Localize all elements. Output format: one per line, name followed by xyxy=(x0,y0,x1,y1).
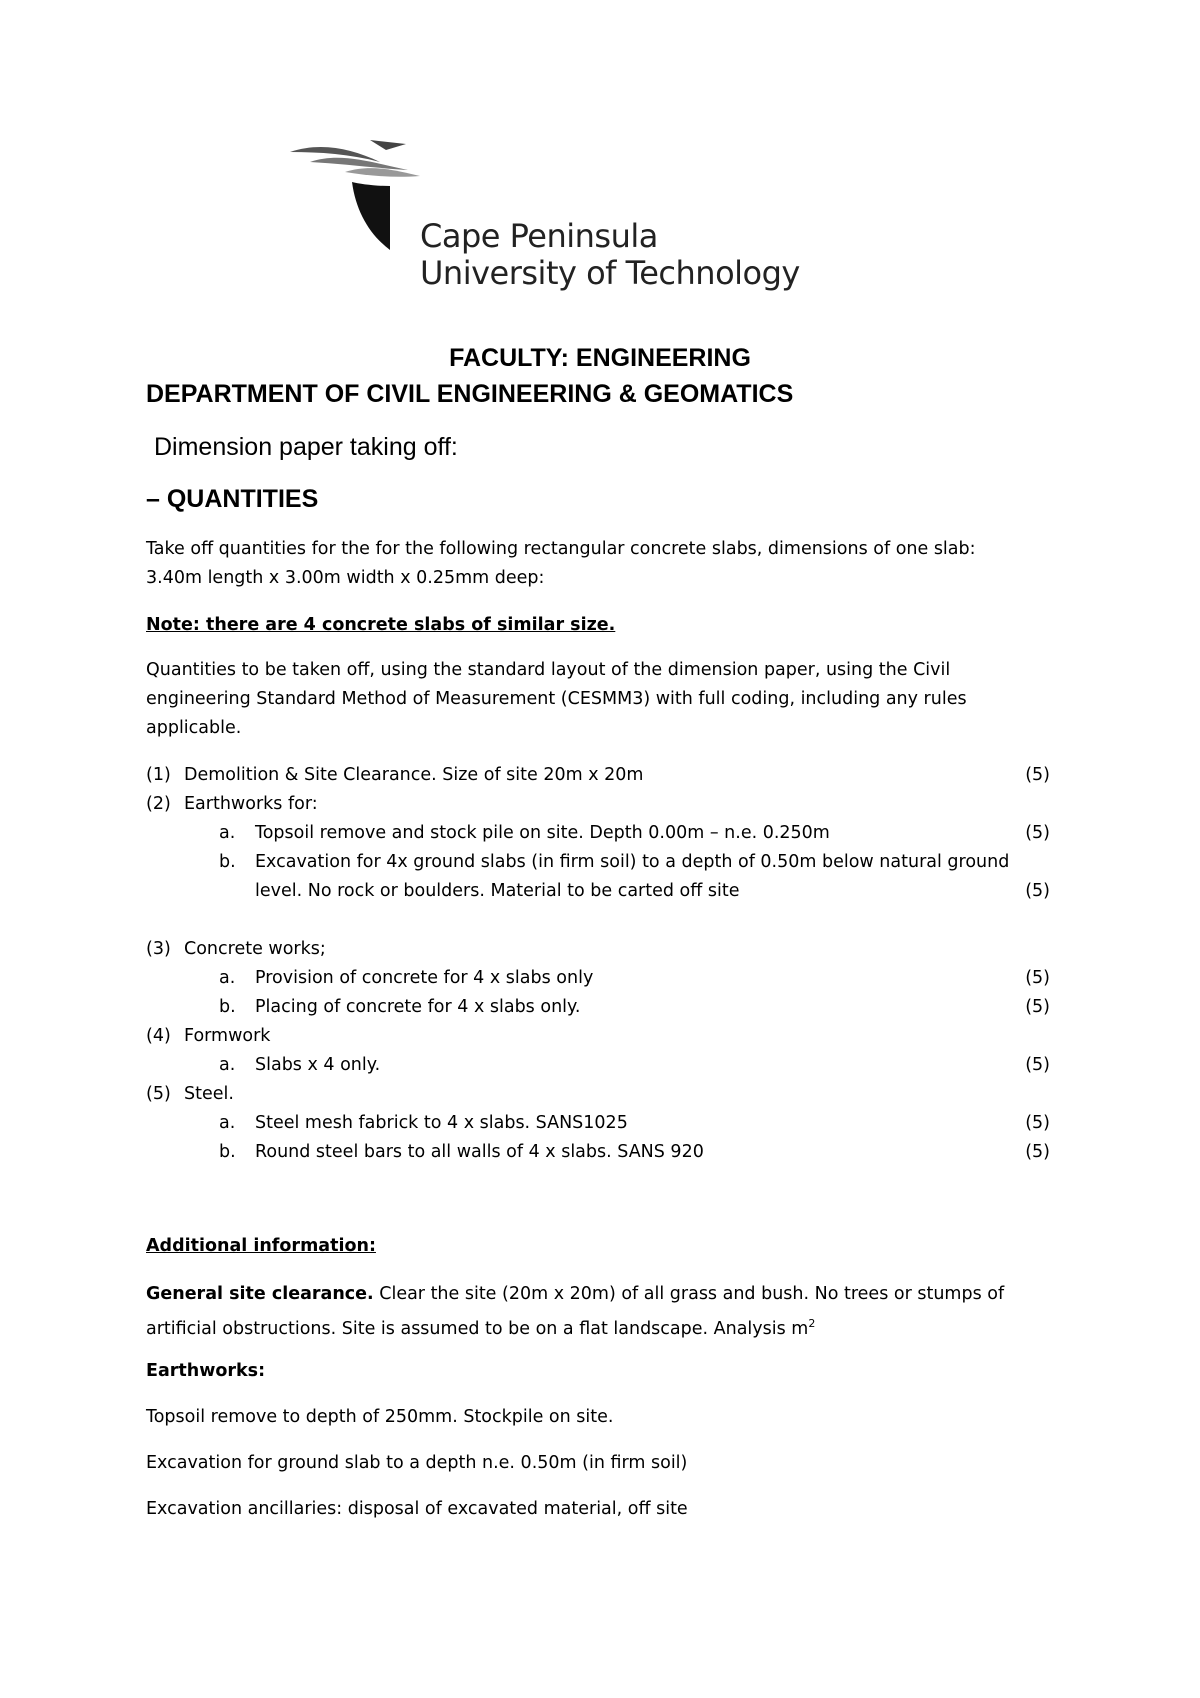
item-marks: (5) xyxy=(1025,881,1050,901)
item-number: (2) xyxy=(146,794,171,814)
item-number: (3) xyxy=(146,939,171,959)
item-marks: (5) xyxy=(1025,1113,1050,1133)
university-logo xyxy=(290,140,810,300)
faculty-heading: FACULTY: ENGINEERING xyxy=(449,344,751,372)
list-item xyxy=(146,964,1050,993)
list-item xyxy=(146,1022,1050,1051)
logo-line-2: University of Technology xyxy=(420,254,800,292)
item-text: Demolition & Site Clearance. Size of site 20m x 20m xyxy=(184,765,644,785)
item-text: Excavation for 4x ground slabs (in firm soil) to a depth of 0.50m below natural ground xyxy=(255,852,1010,872)
list-item xyxy=(146,993,1050,1022)
item-text: Round steel bars to all walls of 4 x slabs. SANS 920 xyxy=(255,1142,704,1162)
list-item xyxy=(146,1080,1050,1109)
item-text: Placing of concrete for 4 x slabs only. xyxy=(255,997,581,1017)
item-marks: (5) xyxy=(1025,823,1050,843)
item-letter: a. xyxy=(219,968,236,988)
clearance-paragraph xyxy=(146,1280,1046,1344)
list-item xyxy=(146,877,1050,906)
item-text: Formwork xyxy=(184,1026,271,1046)
intro-paragraph xyxy=(146,535,1046,593)
item-letter: b. xyxy=(219,997,236,1017)
subtitle: Dimension paper taking off: xyxy=(154,433,458,461)
item-letter: a. xyxy=(219,1113,236,1133)
item-text: Steel. xyxy=(184,1084,234,1104)
list-item xyxy=(146,1109,1050,1138)
item-letter: b. xyxy=(219,852,236,872)
item-number: (5) xyxy=(146,1084,171,1104)
section-heading: – QUANTITIES xyxy=(146,485,319,513)
method-paragraph xyxy=(146,656,1046,743)
list-item xyxy=(146,1138,1050,1167)
item-letter: a. xyxy=(219,823,236,843)
item-text: Provision of concrete for 4 x slabs only xyxy=(255,968,594,988)
topsoil-text: Topsoil remove to depth of 250mm. Stockpile on site. xyxy=(146,1407,614,1427)
item-letter: b. xyxy=(219,1142,236,1162)
additional-info-heading: Additional information: xyxy=(146,1236,376,1256)
department-heading: DEPARTMENT OF CIVIL ENGINEERING & GEOMATICS xyxy=(146,380,794,408)
item-text: Topsoil remove and stock pile on site. Depth 0.00m – n.e. 0.250m xyxy=(255,823,830,843)
clearance-text-2: artificial obstructions. Site is assumed to be on a flat landscape. Analysis m xyxy=(146,1318,809,1339)
clearance-label: General site clearance. xyxy=(146,1284,374,1304)
list-item xyxy=(146,761,1050,790)
list-item xyxy=(146,848,1050,877)
item-text: Concrete works; xyxy=(184,939,326,959)
clearance-text: Clear the site (20m x 20m) of all grass and bush. No trees or stumps of xyxy=(373,1284,1005,1304)
method-line-1: Quantities to be taken off, using the standard layout of the dimension paper, using the Civil xyxy=(146,660,951,680)
item-text: Earthworks for: xyxy=(184,794,318,814)
list-item xyxy=(146,1051,1050,1080)
item-number: (4) xyxy=(146,1026,171,1046)
logo-wordmark xyxy=(420,218,800,292)
item-marks: (5) xyxy=(1025,1055,1050,1075)
item-marks: (5) xyxy=(1025,997,1050,1017)
excavation-text: Excavation for ground slab to a depth n.e. 0.50m (in firm soil) xyxy=(146,1453,688,1473)
list-item xyxy=(146,935,1050,964)
item-text: Slabs x 4 only. xyxy=(255,1055,381,1075)
method-line-2: engineering Standard Method of Measurement (CESMM3) with full coding, including any rules xyxy=(146,689,967,709)
list-item xyxy=(146,819,1050,848)
intro-line-1: Take off quantities for the for the following rectangular concrete slabs, dimensions of one slab: xyxy=(146,539,976,559)
ancillaries-text: Excavation ancillaries: disposal of excavated material, off site xyxy=(146,1499,688,1519)
item-marks: (5) xyxy=(1025,968,1050,988)
list-item xyxy=(146,790,1050,819)
item-letter: a. xyxy=(219,1055,236,1075)
item-marks: (5) xyxy=(1025,765,1050,785)
method-line-3: applicable. xyxy=(146,718,242,738)
item-number: (1) xyxy=(146,765,171,785)
item-text: Steel mesh fabrick to 4 x slabs. SANS1025 xyxy=(255,1113,628,1133)
item-marks: (5) xyxy=(1025,1142,1050,1162)
intro-line-2: 3.40m length x 3.00m width x 0.25mm deep: xyxy=(146,568,545,588)
earthworks-heading: Earthworks: xyxy=(146,1361,266,1381)
superscript: 2 xyxy=(808,1317,816,1330)
note: Note: there are 4 concrete slabs of similar size. xyxy=(146,615,616,635)
logo-line-1: Cape Peninsula xyxy=(420,217,658,255)
item-text-continued: level. No rock or boulders. Material to be carted off site xyxy=(255,881,740,901)
wave-shield-icon xyxy=(290,140,430,250)
